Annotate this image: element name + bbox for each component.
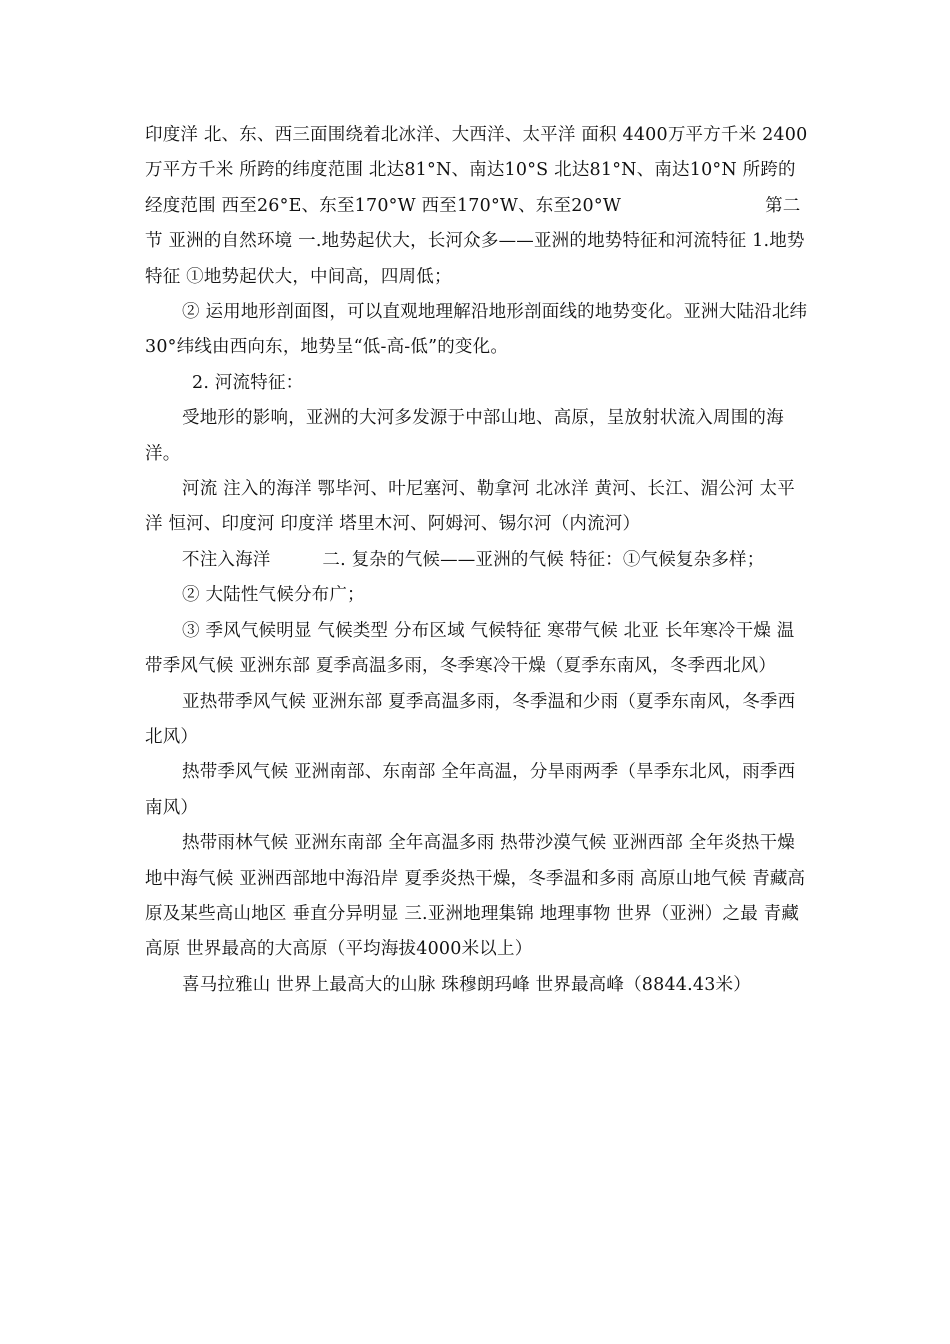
paragraph-climate-heading: 不注入海洋 二. 复杂的气候——亚洲的气候 特征：①气候复杂多样；	[182, 549, 765, 570]
paragraph-river-heading: 2. 河流特征：	[192, 372, 304, 393]
paragraph-tropical-monsoon: 热带季风气候 亚洲南部、东南部 全年高温，分旱雨两季（旱季东北风，雨季西南风）	[145, 762, 796, 818]
paragraph-other-climates: 热带雨林气候 亚洲东南部 全年高温多雨 热带沙漠气候 亚洲西部 全年炎热干燥 地中海气候 亚洲西部地中海沿岸 夏季炎热干燥，冬季温和多雨 高原山地气候 青藏高原及某些高山地区 垂直分异明显 三.亚洲地理集锦 地理事物 世界（亚洲）之最 青藏高原 世界最高的大高原（平均海拔4000米以上）	[145, 833, 806, 960]
paragraph-river-table: 河流 注入的海洋 鄂毕河、叶尼塞河、勒拿河 北冰洋 黄河、长江、湄公河 太平洋 恒河、印度河 印度洋 塔里木河、阿姆河、锡尔河（内流河）	[145, 479, 795, 535]
paragraph-himalaya: 喜马拉雅山 世界上最高大的山脉 珠穆朗玛峰 世界最高峰（8844.43米）	[182, 974, 751, 995]
paragraph-subtropical-monsoon: 亚热带季风气候 亚洲东部 夏季高温多雨，冬季温和少雨（夏季东南风，冬季西北风）	[145, 691, 796, 747]
paragraph-ocean-comparison: 印度洋 北、东、西三面围绕着北冰洋、大西洋、太平洋 面积 4400万平方千米 2400万平方千米 所跨的纬度范围 北达81°N、南达10°S 北达81°N、南达10°N 所跨的经度范围 西至26°E、东至170°W 西至170°W、东至20°W 第二节 亚洲的自然环境 一.地势起伏大，长河众多——亚洲的地势特征和河流特征 1.地势特征 ①地势起伏大，中间高，四周低；	[145, 125, 808, 287]
paragraph-terrain-profile: ② 运用地形剖面图，可以直观地理解沿地形剖面线的地势变化。亚洲大陆沿北纬30°纬线由西向东，地势呈“低-高-低”的变化。	[145, 302, 808, 358]
paragraph-river-origin: 受地形的影响，亚洲的大河多发源于中部山地、高原，呈放射状流入周围的海洋。	[145, 408, 784, 464]
document-body	[145, 118, 810, 1003]
paragraph-monsoon-climate: ③ 季风气候明显 气候类型 分布区域 气候特征 寒带气候 北亚 长年寒冷干燥 温带季风气候 亚洲东部 夏季高温多雨，冬季寒冷干燥（夏季东南风，冬季西北风）	[145, 620, 795, 677]
paragraph-continental-climate: ② 大陆性气候分布广；	[182, 585, 365, 606]
